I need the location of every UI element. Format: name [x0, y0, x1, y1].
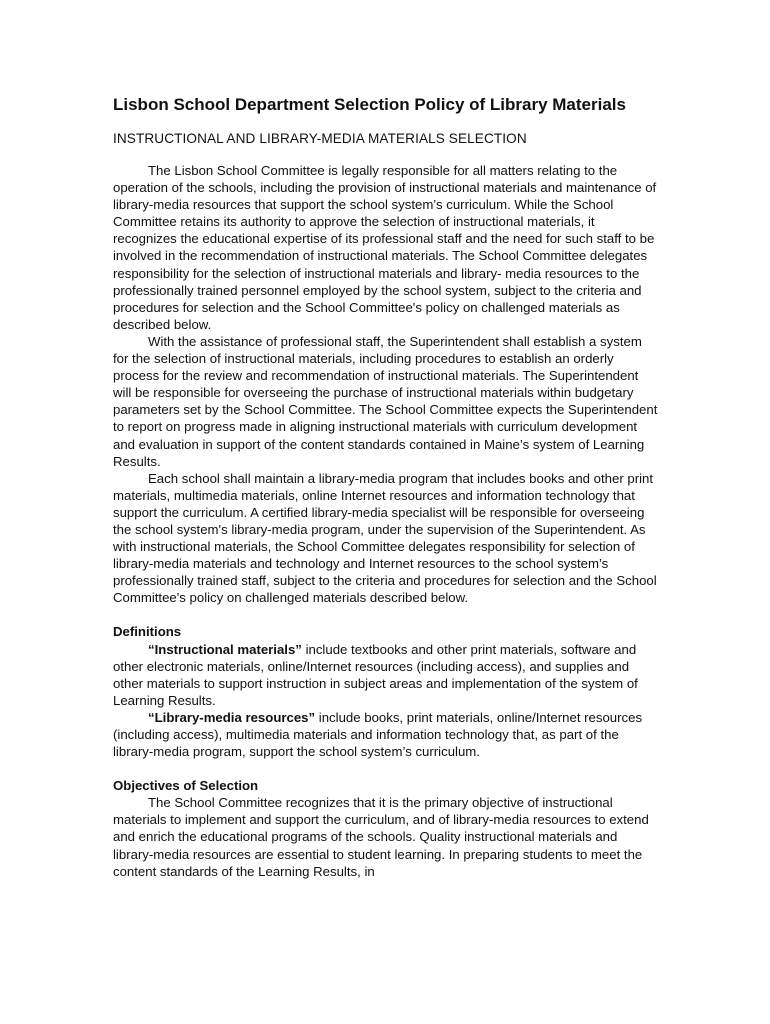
definition-term: “Library-media resources”: [148, 709, 316, 725]
intro-paragraph-1: The Lisbon School Committee is legally responsible for all matters relating to the operation of the schools, including the provision of instructional materials and maintenance of library-media resources that support the school system’s curriculum. While the School Committee retains its authority to approve the selection of instructional materials, it recognizes the educational expertise of its professional staff and the need for such staff to be involved in the recommendation of instructional materials. The School Committee delegates responsibility for the selection of instructional materials and library- media resources to the professionally trained personnel employed by the school system, subject to the criteria and procedures for selection and the School Committee's policy on challenged materials as described below.: [113, 163, 657, 332]
definition-term: “Instructional materials”: [148, 641, 302, 657]
objectives-paragraph: The School Committee recognizes that it is the primary objective of instructional materials to implement and support the curriculum, and of library-media resources to extend and enrich the educational programs of the schools. Quality instructional materials and library-media resources are essential to student learning. In preparing students to meet the content standards of the Learning Results, in: [113, 795, 649, 879]
definition-library-media-resources: [113, 709, 658, 760]
objectives-section: [113, 794, 658, 879]
definition-text: include books, print materials, online/Internet resources (including access), multimedia materials and information technology that, as part of the library-media program, support the school system’s curriculum.: [113, 709, 643, 760]
objectives-heading: Objectives of Selection: [113, 778, 259, 794]
intro-paragraph-3: Each school shall maintain a library-media program that includes books and other print materials, multimedia materials, online Internet resources and information technology that support the curriculum. A certified library-media specialist will be responsible for overseeing the school system's library-media program, under the supervision of the Superintendent. As with instructional materials, the School Committee delegates responsibility for selection of library-media materials and technology and Internet resources to the school system’s professionally trained staff, subject to the criteria and procedures for selection and the School Committee's policy on challenged materials described below.: [113, 470, 657, 606]
definitions-heading: Definitions: [113, 624, 182, 640]
intro-paragraph-2: With the assistance of professional staff, the Superintendent shall establish a system for the selection of instructional materials, including procedures to establish an orderly process for the review and recommendation of instructional materials. The Superintendent will be responsible for overseeing the purchase of instructional materials within budgetary parameters set by the School Committee. The School Committee expects the Superintendent to report on progress made in aligning instructional materials with curriculum development and evaluation in support of the content standards contained in Maine’s system of Learning Results.: [113, 333, 658, 469]
intro-section: [113, 162, 658, 606]
definition-text: include textbooks and other print materials, software and other electronic materials, online/Internet resources (including access), and supplies and other materials to support instruction in subject areas and implementation of the system of Learning Results.: [113, 641, 638, 708]
document-title: Lisbon School Department Selection Policy of Library Materials: [113, 95, 626, 114]
definition-instructional-materials: [113, 641, 658, 709]
section-title: INSTRUCTIONAL AND LIBRARY-MEDIA MATERIALS SELECTION: [113, 131, 527, 146]
document-page: [113, 94, 658, 880]
definitions-section: [113, 641, 658, 761]
